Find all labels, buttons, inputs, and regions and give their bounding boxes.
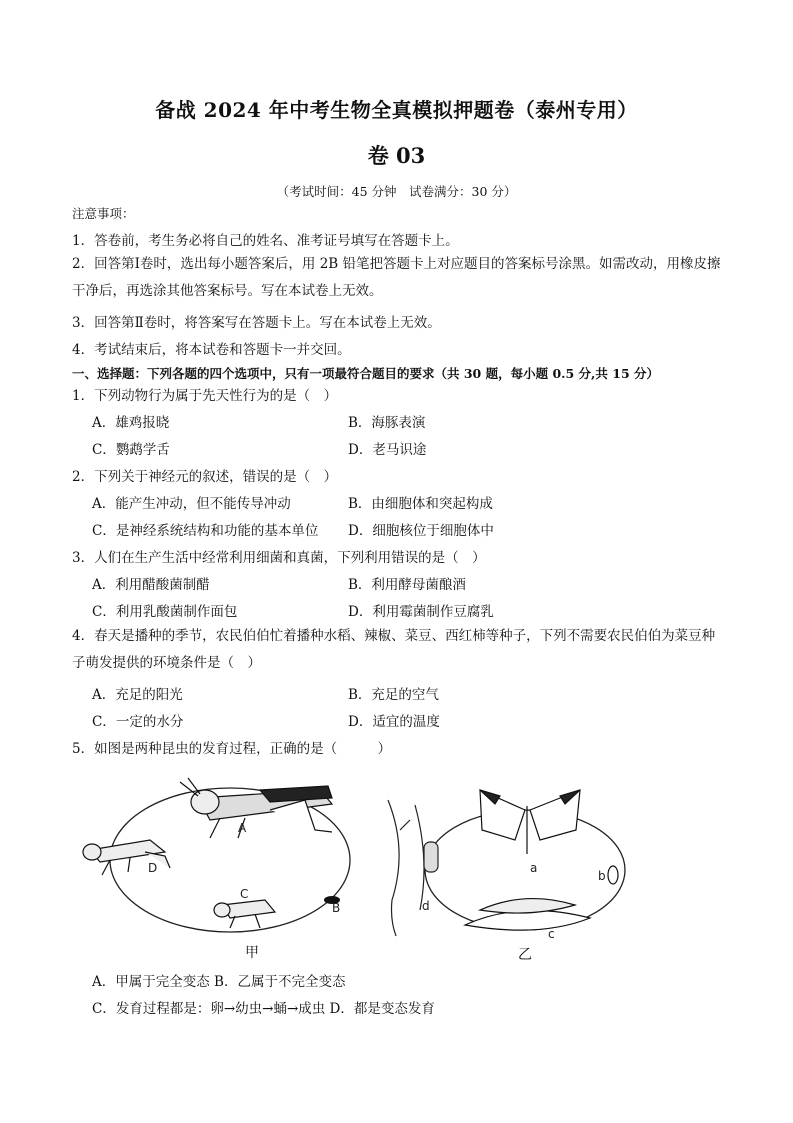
figure-caption-left: 甲	[245, 945, 259, 961]
question-stem: 3．人们在生产生活中经常利用细菌和真菌，下列利用错误的是（ ）	[72, 550, 486, 566]
label-A: A	[238, 821, 247, 835]
option-d: D．老马识途	[348, 442, 427, 458]
section-heading: 一、选择题：下列各题的四个选项中，只有一项最符合题目的要求（共 30 题，每小题 0.5 分,共 15 分）	[72, 366, 660, 381]
exam-title: 备战 2024 年中考生物全真模拟押题卷（泰州专用）	[155, 98, 638, 122]
option-c: C．鹦鹉学舌	[92, 442, 170, 458]
note-item: 1．答卷前，考生务必将自己的姓名、准考证号填写在答题卡上。	[72, 233, 459, 249]
question-stem: 5．如图是两种昆虫的发育过程，正确的是（ ）	[72, 741, 392, 757]
option-d: D．利用霉菌制作豆腐乳	[348, 604, 494, 620]
butterfly-egg-icon	[608, 866, 618, 884]
option-c: C．一定的水分	[92, 714, 184, 730]
option-a: A．利用醋酸菌制醋	[92, 577, 210, 593]
option-b: B．充足的空气	[348, 687, 439, 703]
butterfly-icon	[480, 790, 580, 854]
option-c: C．发育过程都是：卵→幼虫→蛹→成虫 D．都是变态发育	[92, 1001, 435, 1017]
note-item: 3．回答第Ⅱ卷时，将答案写在答题卡上。写在本试卷上无效。	[72, 315, 441, 331]
option-b: B．由细胞体和突起构成	[348, 496, 493, 512]
label-d: d	[422, 899, 430, 913]
option-a: A．充足的阳光	[92, 687, 183, 703]
option-b: B．海豚表演	[348, 415, 426, 431]
label-D: D	[148, 861, 158, 875]
note-item: 4．考试结束后，将本试卷和答题卡一并交回。	[72, 342, 351, 358]
question-stem: 2．下列关于神经元的叙述，错误的是（ ）	[72, 469, 338, 485]
label-a: a	[530, 861, 538, 875]
option-d: D．适宜的温度	[348, 714, 440, 730]
note-item: 2．回答第Ⅰ卷时，选出每小题答案后，用 2B 铅笔把答题卡上对应题目的答案标号涂黑。如需改动，用橡皮擦干净后，再选涂其他答案标号。写在本试卷上无效。	[72, 256, 721, 299]
option-a: A．能产生冲动，但不能传导冲动	[92, 496, 291, 512]
nymph-small-icon	[214, 900, 275, 928]
adult-grasshopper-icon	[180, 778, 332, 838]
option-a: A．雄鸡报晓	[92, 415, 170, 431]
question-stem: 4．春天是播种的季节，农民伯伯忙着播种水稻、辣椒、菜豆、西红柿等种子，下列不需要农民伯伯为菜豆种子萌发提供的环境条件是（ ）	[72, 628, 716, 671]
figure-caption-right: 乙	[518, 947, 532, 963]
option-d: D．细胞核位于细胞体中	[348, 523, 494, 539]
caterpillar-icon	[465, 899, 590, 931]
exam-info: （考试时间：45 分钟 试卷满分：30 分）	[276, 184, 517, 199]
label-C: C	[240, 887, 249, 901]
tree-branch-icon	[388, 800, 438, 936]
exam-subtitle: 卷 03	[367, 143, 426, 168]
label-B: B	[332, 901, 341, 915]
notes-heading: 注意事项：	[72, 206, 135, 221]
option-c: C．利用乳酸菌制作面包	[92, 604, 238, 620]
label-c: c	[548, 927, 555, 941]
insect-development-figure	[70, 760, 690, 965]
question-stem: 1．下列动物行为属于先天性行为的是（ ）	[72, 388, 338, 404]
label-b: b	[598, 869, 606, 883]
option-a: A．甲属于完全变态 B．乙属于不完全变态	[92, 974, 346, 990]
option-c: C．是神经系统结构和功能的基本单位	[92, 523, 319, 539]
option-b: B．利用酵母菌酿酒	[348, 577, 466, 593]
